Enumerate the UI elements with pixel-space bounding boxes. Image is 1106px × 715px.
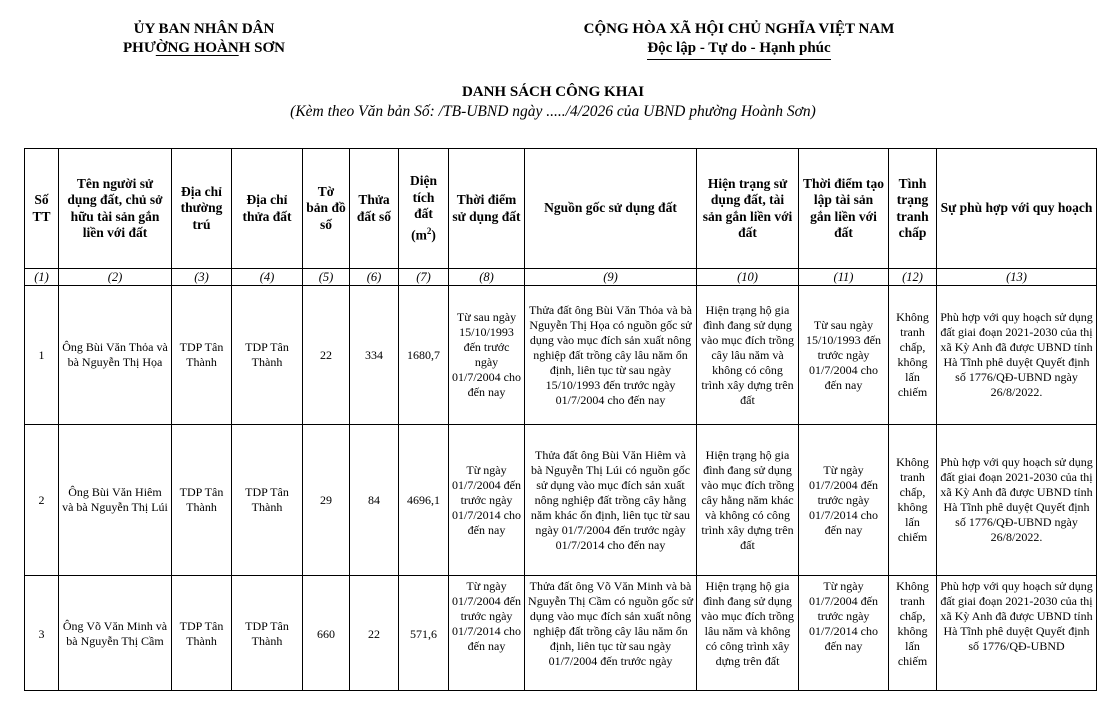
column-number: (7) xyxy=(399,269,449,286)
cell-use-time: Từ sau ngày 15/10/1993 đến trước ngày 01/7/2004 cho đến nay xyxy=(449,286,525,425)
cell-dispute: Không tranh chấp, không lấn chiếm xyxy=(889,286,937,425)
cell-status: Hiện trạng hộ gia đình đang sử dụng vào mục đích trồng lâu năm và không có công trình xây dựng trên đất xyxy=(697,576,799,691)
cell-status: Hiện trạng hộ gia đình đang sử dụng vào mục đích trồng cây lâu năm và không có công trình xây dựng trên đất xyxy=(697,286,799,425)
column-number: (6) xyxy=(350,269,399,286)
cell-origin: Thửa đất ông Bùi Văn Hiêm và bà Nguyễn Thị Lúi có nguồn gốc sử dụng vào mục đích sản xuất nông nghiệp đất trồng cây hằng năm khác ổn định, liên tục từ sau ngày 01/7/2004 đến trước ngày 01/7/2014 cho đến nay xyxy=(525,425,697,576)
cell-origin: Thửa đất ông Bùi Văn Thỏa và bà Nguyễn Thị Họa có nguồn gốc sử dụng vào mục đích sản xuất nông nghiệp đất trồng cây lâu năm ổn định, liên tục từ sau ngày 15/10/1993 đến trước ngày 01/7/2004 cho đến nay xyxy=(525,286,697,425)
cell-use-time: Từ ngày 01/7/2004 đến trước ngày 01/7/2014 cho đến nay xyxy=(449,576,525,691)
cell-parcel: 334 xyxy=(350,286,399,425)
public-list-table xyxy=(24,148,1097,691)
header-area-close: ) xyxy=(431,227,436,243)
column-number: (2) xyxy=(59,269,172,286)
cell-planning: Phù hợp với quy hoạch sử dụng đất giai đoạn 2021-2030 của thị xã Kỳ Anh đã được UBND tỉnh Hà Tĩnh phê duyệt Quyết định số 1776/QĐ-UBND ngày 26/8/2022. xyxy=(937,286,1097,425)
column-number: (11) xyxy=(799,269,889,286)
column-number: (10) xyxy=(697,269,799,286)
cell-asset-time: Từ ngày 01/7/2004 đến trước ngày 01/7/2014 cho đến nay xyxy=(799,576,889,691)
document-title: DANH SÁCH CÔNG KHAI xyxy=(461,84,645,100)
cell-land-address: TDP Tân Thành xyxy=(232,576,303,691)
national-name: CỘNG HÒA XÃ HỘI CHỦ NGHĨA VIỆT NAM xyxy=(583,21,895,37)
cell-land-address: TDP Tân Thành xyxy=(232,425,303,576)
header-planning: Sự phù hợp với quy hoạch xyxy=(937,149,1097,269)
cell-owner: Ông Võ Văn Minh và bà Nguyễn Thị Cầm xyxy=(59,576,172,691)
cell-use-time: Từ ngày 01/7/2004 đến trước ngày 01/7/2014 cho đến nay xyxy=(449,425,525,576)
header-parcel: Thửa đất số xyxy=(350,149,399,269)
issuing-authority xyxy=(88,20,320,58)
cell-map-sheet: 660 xyxy=(303,576,350,691)
column-number: (4) xyxy=(232,269,303,286)
cell-address: TDP Tân Thành xyxy=(172,576,232,691)
table-header-row xyxy=(25,149,1097,269)
cell-stt: 3 xyxy=(25,576,59,691)
cell-map-sheet: 22 xyxy=(303,286,350,425)
cell-area: 4696,1 xyxy=(399,425,449,576)
column-number-row xyxy=(25,269,1097,286)
header-area xyxy=(399,149,449,269)
national-motto: Độc lập - Tự do - Hạnh phúc xyxy=(647,39,830,60)
table-row xyxy=(25,576,1097,691)
header-use-time: Thời điểm sử dụng đất xyxy=(449,149,525,269)
column-number: (3) xyxy=(172,269,232,286)
cell-address: TDP Tân Thành xyxy=(172,425,232,576)
cell-planning: Phù hợp với quy hoạch sử dụng đất giai đoạn 2021-2030 của thị xã Kỳ Anh đã được UBND tỉnh Hà Tĩnh phê duyệt Quyết định số 1776/QĐ-UBND ngày 26/8/2022. xyxy=(937,425,1097,576)
cell-area: 1680,7 xyxy=(399,286,449,425)
header-area-sup: 2 xyxy=(426,225,432,236)
authority-line-2 xyxy=(88,39,320,58)
header-owner: Tên người sử dụng đất, chủ sở hữu tài sản gắn liền với đất xyxy=(59,149,172,269)
table-row xyxy=(25,425,1097,576)
cell-land-address: TDP Tân Thành xyxy=(232,286,303,425)
cell-planning: Phù hợp với quy hoạch sử dụng đất giai đoạn 2021-2030 của thị xã Kỳ Anh đã được UBND tỉnh Hà Tĩnh phê duyệt Quyết định số 1776/QĐ-UBND xyxy=(937,576,1097,691)
header-status: Hiện trạng sử dụng đất, tài sản gắn liền với đất xyxy=(697,149,799,269)
authority-line-2-start: PHƯ xyxy=(123,40,156,56)
column-number: (1) xyxy=(25,269,59,286)
document-subtitle: (Kèm theo Văn bản Số: /TB-UBND ngày ...../4/2026 của UBND phường Hoành Sơn) xyxy=(290,103,816,120)
cell-owner: Ông Bùi Văn Thỏa và bà Nguyễn Thị Họa xyxy=(59,286,172,425)
national-heading xyxy=(550,20,928,60)
column-number: (8) xyxy=(449,269,525,286)
cell-origin: Thửa đất ông Võ Văn Minh và bà Nguyễn Thị Cầm có nguồn gốc sử dụng vào mục đích sản xuất nông nghiệp đất trồng cây lâu năm ổn định, liên tục từ sau ngày 01/7/2004 đến trước ngày xyxy=(525,576,697,691)
header-area-text: Diện tích đất (m xyxy=(410,173,437,243)
header-asset-time: Thời điểm tạo lập tài sản gắn liền với đất xyxy=(799,149,889,269)
header-stt: Số TT xyxy=(25,149,59,269)
header-map-sheet: Tờ bản đồ số xyxy=(303,149,350,269)
cell-asset-time: Từ sau ngày 15/10/1993 đến trước ngày 01/7/2004 cho đến nay xyxy=(799,286,889,425)
column-number: (12) xyxy=(889,269,937,286)
authority-line-2-underlined: ỜNG HOÀN xyxy=(155,40,239,56)
cell-status: Hiện trạng hộ gia đình đang sử dụng vào mục đích trồng cây hằng năm khác và không có công trình xây dựng trên đất xyxy=(697,425,799,576)
authority-line-2-end: H SƠN xyxy=(238,40,285,56)
header-origin: Nguồn gốc sử dụng đất xyxy=(525,149,697,269)
authority-line-1: ỦY BAN NHÂN DÂN xyxy=(133,21,275,37)
header-dispute: Tình trạng tranh chấp xyxy=(889,149,937,269)
cell-owner: Ông Bùi Văn Hiêm và bà Nguyễn Thị Lúi xyxy=(59,425,172,576)
header-address: Địa chỉ thường trú xyxy=(172,149,232,269)
cell-map-sheet: 29 xyxy=(303,425,350,576)
header-land-address: Địa chỉ thửa đất xyxy=(232,149,303,269)
cell-parcel: 84 xyxy=(350,425,399,576)
cell-area: 571,6 xyxy=(399,576,449,691)
cell-dispute: Không tranh chấp, không lấn chiếm xyxy=(889,576,937,691)
column-number: (9) xyxy=(525,269,697,286)
cell-stt: 2 xyxy=(25,425,59,576)
column-number: (13) xyxy=(937,269,1097,286)
cell-asset-time: Từ ngày 01/7/2004 đến trước ngày 01/7/2014 cho đến nay xyxy=(799,425,889,576)
cell-dispute: Không tranh chấp, không lấn chiếm xyxy=(889,425,937,576)
table-row xyxy=(25,286,1097,425)
cell-address: TDP Tân Thành xyxy=(172,286,232,425)
cell-parcel: 22 xyxy=(350,576,399,691)
cell-stt: 1 xyxy=(25,286,59,425)
column-number: (5) xyxy=(303,269,350,286)
